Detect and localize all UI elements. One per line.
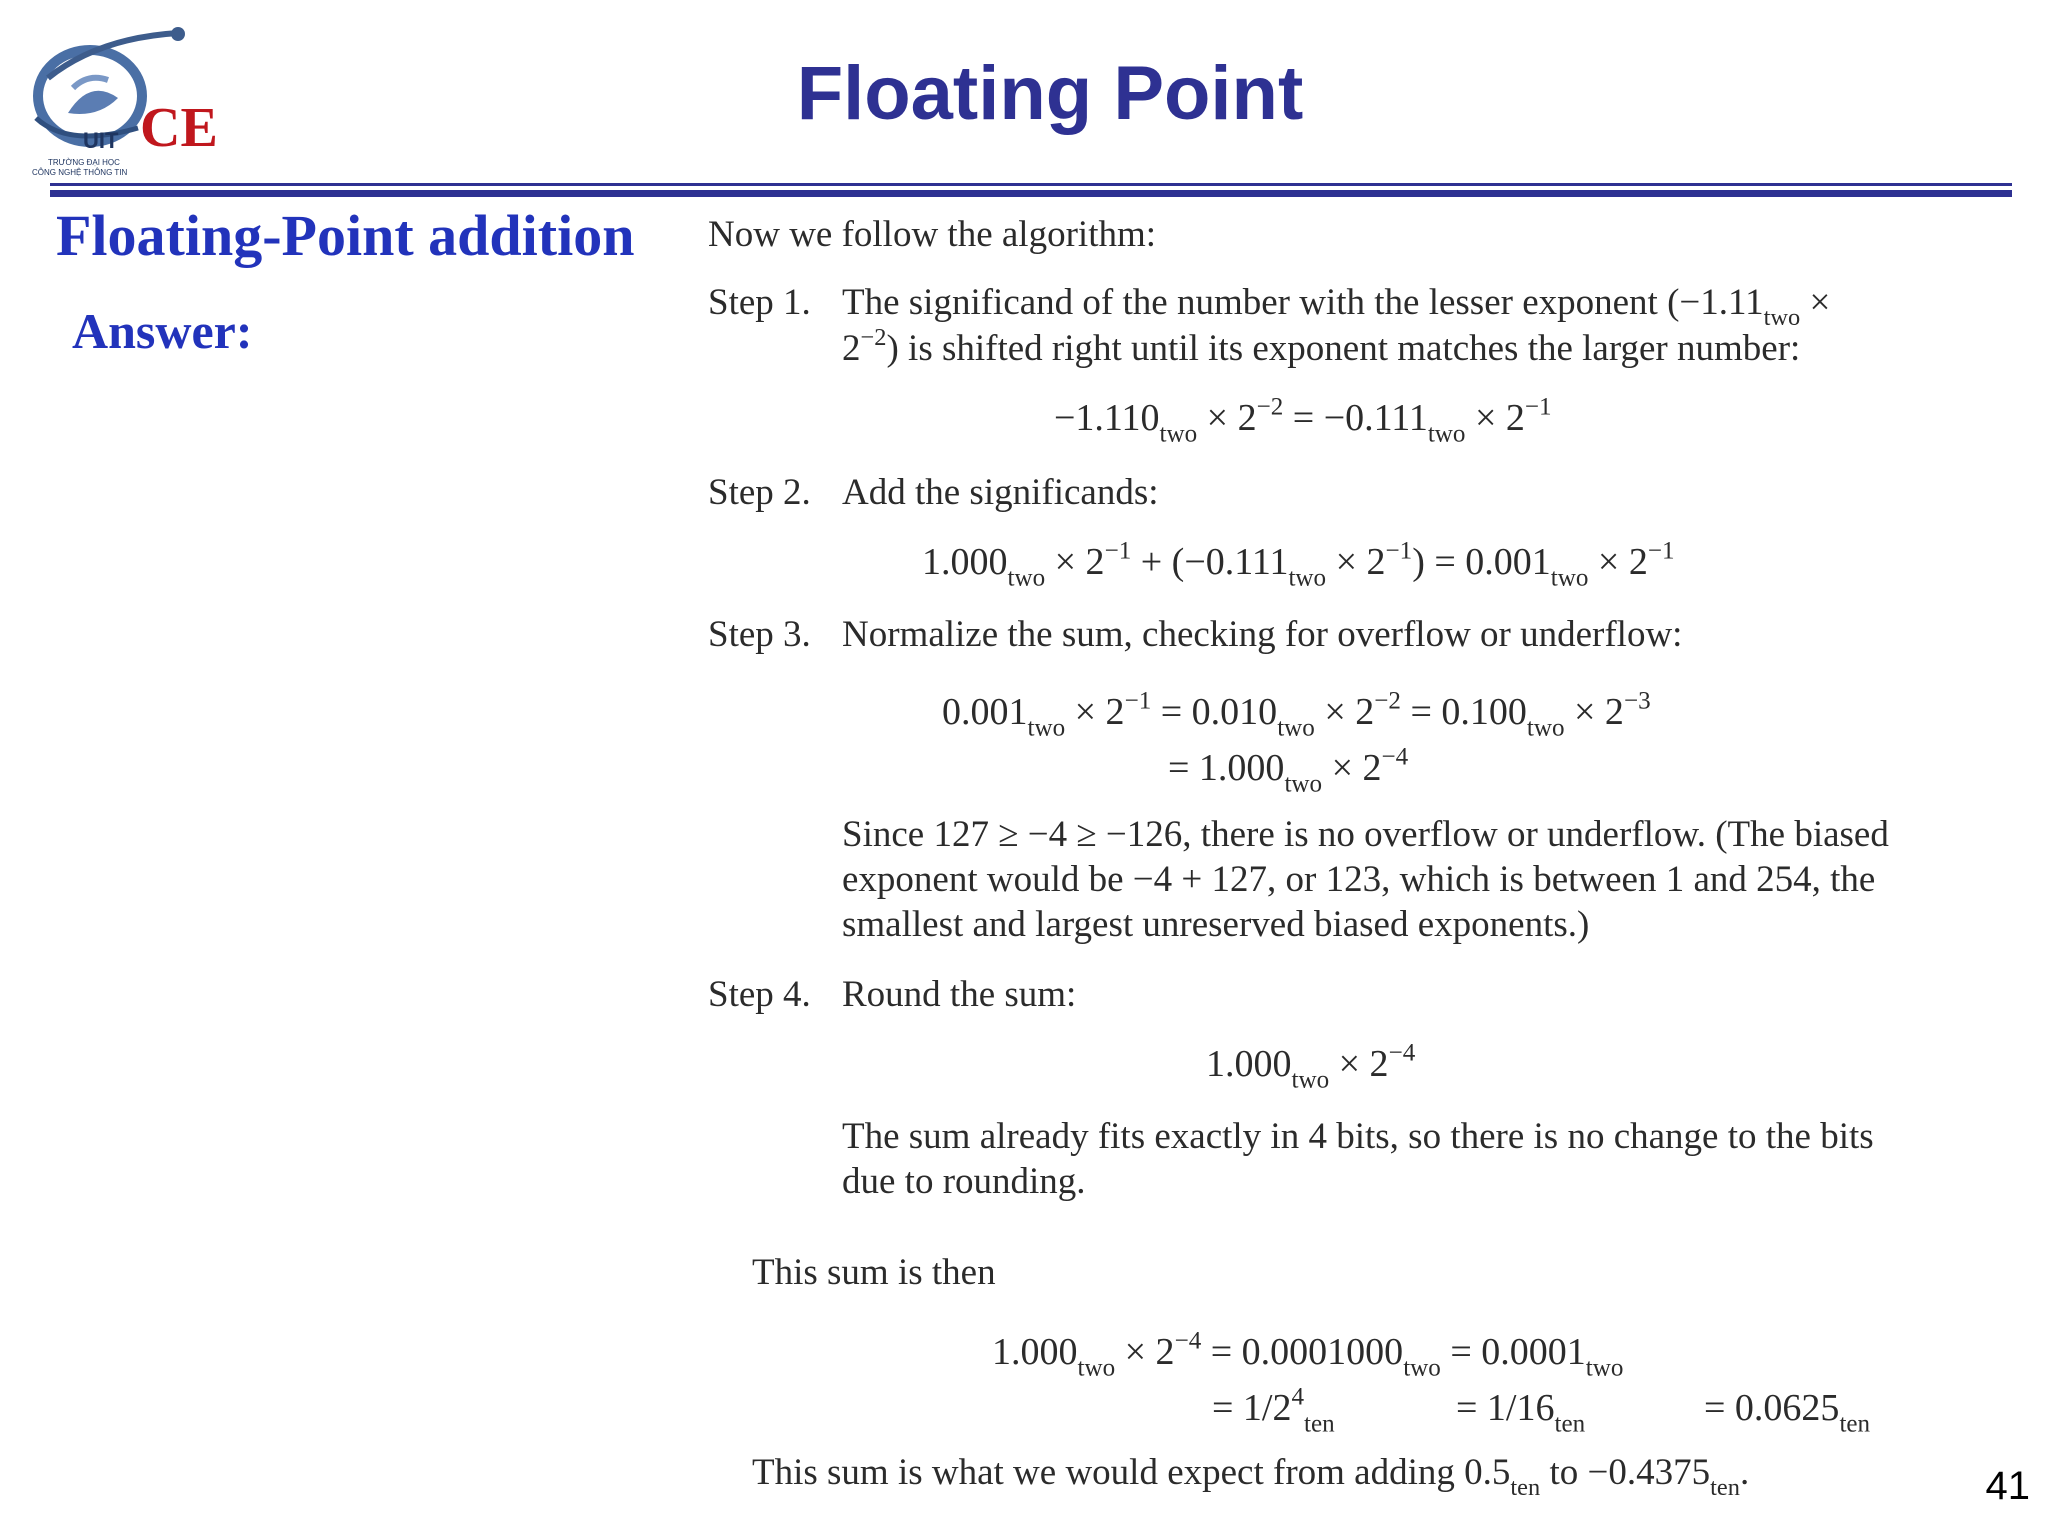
- step4-equation: $1.000_{two} \times 2^{-4}$: [1206, 1039, 1416, 1094]
- step3-text: Normalize the sum, checking for overflow or underflow:: [842, 614, 1683, 655]
- intro-text: Now we follow the algorithm:: [708, 214, 1157, 255]
- conclusion-text: This sum is what we would expect from adding $0.5_{ten}$ to $-0.4375_{ten}$.: [752, 1452, 1750, 1501]
- step4-label: Step 4.: [708, 974, 811, 1015]
- step4-text: Round the sum:: [842, 974, 1077, 1015]
- step1-equation: $-1.110_{two} \times 2^{-2} = -0.111_{two} \times 2^{-1}$: [1054, 393, 1552, 448]
- page-number: 41: [1985, 1464, 2030, 1508]
- logo-uit-text: UIT: [83, 128, 119, 153]
- uit-logo: [28, 18, 228, 193]
- sum-intro: This sum is then: [752, 1252, 996, 1293]
- header-divider-thin: [50, 183, 2012, 186]
- step2-label: Step 2.: [708, 472, 811, 513]
- step4-para-line1: The sum already fits exactly in 4 bits, so there is no change to the bits: [842, 1116, 1874, 1157]
- section-subtitle: Floating-Point addition: [56, 203, 635, 268]
- slide-title: Floating Point: [796, 51, 1304, 136]
- step1-label: Step 1.: [708, 282, 811, 323]
- step3-para-line2: exponent would be −4 + 127, or 123, which is between 1 and 254, the: [842, 859, 1876, 900]
- logo-caption-2: CÔNG NGHỆ THÔNG TIN: [32, 168, 128, 177]
- answer-label: Answer:: [72, 303, 253, 359]
- final-equation-2b: = $1/16_{ten}$: [1456, 1387, 1586, 1438]
- logo-ce-text: CE: [140, 97, 218, 159]
- step3-equation-2: = $1.000_{two} \times 2^{-4}$: [1168, 743, 1409, 798]
- header-divider-thick: [50, 190, 2012, 197]
- step2-text: Add the significands:: [842, 472, 1159, 513]
- step1-line2: $2^{-2}$) is shifted right until its exponent matches the larger number:: [842, 323, 1801, 369]
- step3-equation-1: $0.001_{two} \times 2^{-1} = 0.010_{two} \times 2^{-2} = 0.100_{two} \times 2^{-3}$: [942, 687, 1651, 742]
- step4-para-line2: due to rounding.: [842, 1161, 1086, 1202]
- step3-label: Step 3.: [708, 614, 811, 655]
- step2-equation: $1.000_{two} \times 2^{-1} + (-0.111_{two} \times 2^{-1}) = 0.001_{two} \times 2^{-1}$: [922, 537, 1675, 592]
- logo-caption-1: TRƯỜNG ĐẠI HỌC: [48, 158, 120, 167]
- final-equation-1: $1.000_{two} \times 2^{-4} = 0.0001000_{two} = 0.0001_{two}$: [992, 1327, 1624, 1382]
- final-equation-2c: = $0.0625_{ten}$: [1704, 1387, 1871, 1438]
- step3-para-line1: Since 127 ≥ −4 ≥ −126, there is no overflow or underflow. (The biased: [842, 814, 1889, 855]
- step3-para-line3: smallest and largest unreserved biased exponents.): [842, 904, 1590, 945]
- step1-line1: The significand of the number with the lesser exponent ($-1.11_{two}$ ×: [842, 282, 1831, 331]
- final-equation-2a: = $1/2^4_{ten}$: [1212, 1383, 1335, 1438]
